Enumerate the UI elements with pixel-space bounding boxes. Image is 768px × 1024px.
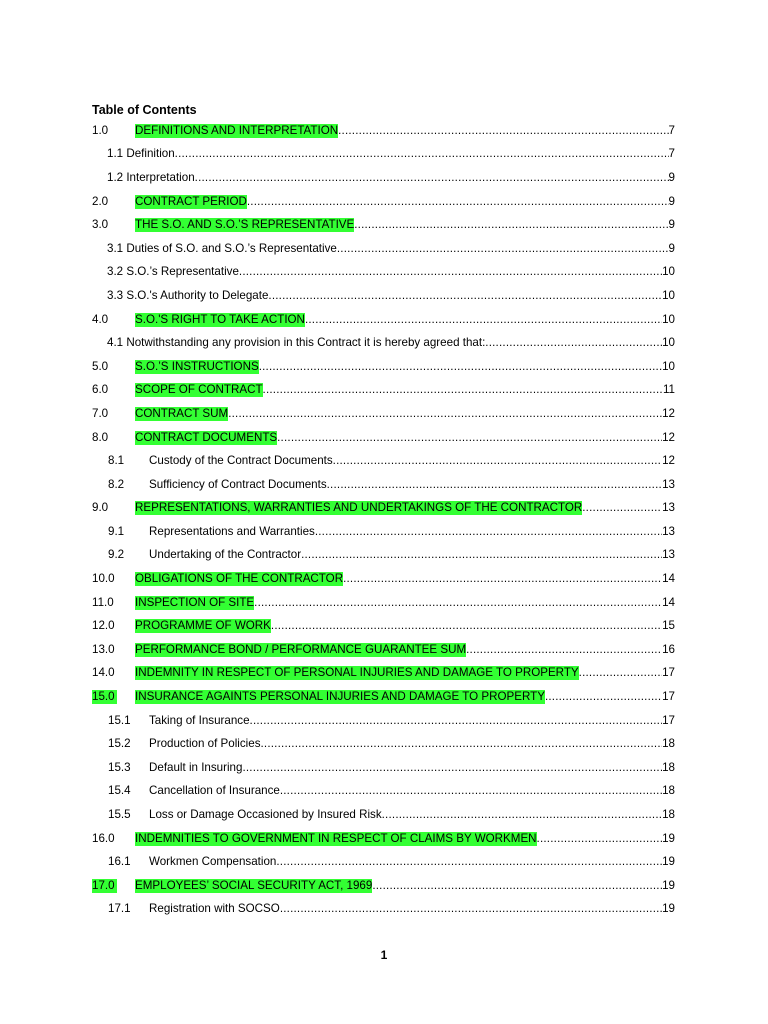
toc-entry-line <box>107 147 675 161</box>
dot-leader <box>485 336 662 350</box>
toc-entry-number: 11.0 <box>92 595 114 609</box>
toc-entry-line <box>149 737 675 751</box>
toc-entry-line <box>149 784 675 798</box>
dot-leader <box>372 879 662 893</box>
toc-entry-title: INDEMNITY IN RESPECT OF PERSONAL INJURIES AND DAMAGE TO PROPERTY <box>135 666 579 680</box>
toc-entry[interactable] <box>0 662 768 686</box>
toc-entry[interactable] <box>0 638 768 662</box>
toc-entry[interactable] <box>0 449 768 473</box>
dot-leader <box>175 147 669 161</box>
toc-entry-line <box>149 808 675 822</box>
toc-entry-page: 12 <box>662 454 675 468</box>
toc-entry-line <box>135 431 675 445</box>
toc-entry-line <box>135 832 675 846</box>
dot-leader <box>195 171 669 185</box>
toc-entry-line <box>135 619 675 633</box>
toc-entry-page: 9 <box>668 170 675 184</box>
dot-leader <box>268 289 662 303</box>
dot-leader <box>382 808 662 822</box>
toc-entry-line <box>149 902 675 916</box>
toc-entry[interactable] <box>0 190 768 214</box>
toc-entry-page: 13 <box>662 524 675 538</box>
toc-entry[interactable] <box>0 614 768 638</box>
toc-entry-number: 16.1 <box>108 855 131 869</box>
toc-entry-page: 15 <box>662 619 675 633</box>
toc-entry-line <box>149 525 675 539</box>
toc-entry-title: PERFORMANCE BOND / PERFORMANCE GUARANTEE SUM <box>135 642 467 656</box>
toc-entry-title: Cancellation of Insurance <box>149 784 280 798</box>
toc-entry-line <box>135 124 675 138</box>
toc-entry-number: 13.0 <box>92 642 115 656</box>
toc-entry[interactable] <box>0 685 768 709</box>
toc-entry[interactable] <box>0 780 768 804</box>
toc-entry-number: 16.0 <box>92 831 115 845</box>
dot-leader <box>242 761 662 775</box>
toc-entry-title: 1.2 Interpretation <box>107 170 195 184</box>
toc-entry[interactable] <box>0 355 768 379</box>
dot-leader <box>354 218 668 232</box>
toc-entry-page: 17 <box>662 690 675 704</box>
toc-entry-number: 8.2 <box>108 477 125 491</box>
toc-list <box>0 119 768 921</box>
toc-entry-page: 17 <box>662 713 675 727</box>
toc-entry-page: 14 <box>662 595 675 609</box>
toc-entry-page: 10 <box>662 336 675 350</box>
toc-entry-line <box>135 218 675 232</box>
toc-entry-title: Taking of Insurance <box>149 713 250 727</box>
dot-leader <box>466 643 662 657</box>
toc-entry-title: Custody of the Contract Documents <box>149 454 333 468</box>
toc-entry[interactable] <box>0 591 768 615</box>
toc-entry-line <box>135 643 675 657</box>
toc-entry[interactable] <box>0 402 768 426</box>
toc-entry-page: 13 <box>662 501 675 515</box>
dot-leader <box>271 619 662 633</box>
toc-entry-line <box>135 879 675 893</box>
toc-entry-title: 4.1 Notwithstanding any provision in this Contract it is hereby agreed that: <box>107 336 486 350</box>
toc-entry-title: SCOPE OF CONTRACT <box>135 383 263 397</box>
toc-entry-title: EMPLOYEES’ SOCIAL SECURITY ACT, 1969 <box>135 878 373 892</box>
dot-leader <box>280 784 662 798</box>
toc-entry-title: THE S.O. AND S.O.’S REPRESENTATIVE <box>135 218 355 232</box>
toc-entry-line <box>149 478 675 492</box>
toc-entry-line <box>135 383 675 397</box>
toc-entry-number: 15.5 <box>108 808 131 822</box>
toc-entry-page: 17 <box>662 666 675 680</box>
toc-entry-page: 12 <box>662 430 675 444</box>
toc-entry-line <box>149 714 675 728</box>
toc-entry-page: 7 <box>668 123 675 137</box>
toc-entry-page: 14 <box>662 572 675 586</box>
toc-entry-page: 10 <box>662 288 675 302</box>
toc-entry-title: Undertaking of the Contractor <box>149 548 302 562</box>
toc-entry[interactable] <box>0 379 768 403</box>
toc-entry-title: Representations and Warranties <box>149 524 315 538</box>
toc-entry-line <box>107 289 675 303</box>
toc-entry-title: 3.2 S.O.’s Representative <box>107 265 239 279</box>
toc-entry[interactable] <box>0 237 768 261</box>
dot-leader <box>254 596 662 610</box>
toc-entry-number: 6.0 <box>92 383 109 397</box>
toc-entry-title: 3.3 S.O.'s Authority to Delegate <box>107 288 269 302</box>
dot-leader <box>261 737 663 751</box>
toc-entry-page: 13 <box>662 548 675 562</box>
toc-entry[interactable] <box>0 567 768 591</box>
toc-entry-title: S.O.'S RIGHT TO TAKE ACTION <box>135 312 305 326</box>
dot-leader <box>327 478 662 492</box>
dot-leader <box>239 265 662 279</box>
toc-entry-number: 8.1 <box>108 454 125 468</box>
dot-leader <box>333 454 662 468</box>
toc-entry-page: 18 <box>662 808 675 822</box>
toc-entry-page: 18 <box>662 737 675 751</box>
toc-entry-number: 9.1 <box>108 524 125 538</box>
toc-entry-page: 9 <box>668 218 675 232</box>
toc-entry[interactable] <box>0 874 768 898</box>
toc-entry[interactable] <box>0 850 768 874</box>
toc-entry-title: CONTRACT PERIOD <box>135 194 247 208</box>
toc-entry-line <box>135 360 675 374</box>
toc-entry-number: 15.0 <box>92 690 115 704</box>
dot-leader <box>247 195 669 209</box>
toc-entry-title: Registration with SOCSO <box>149 902 280 916</box>
toc-entry[interactable] <box>0 284 768 308</box>
toc-entry[interactable] <box>0 497 768 521</box>
toc-entry-line <box>149 548 675 562</box>
toc-entry-title: DEFINITIONS AND INTERPRETATION <box>135 123 339 137</box>
toc-entry-line <box>107 171 675 185</box>
toc-entry-number: 12.0 <box>92 619 115 633</box>
toc-entry-page: 9 <box>668 194 675 208</box>
toc-entry[interactable] <box>0 426 768 450</box>
toc-entry-title: INSURANCE AGAINTS PERSONAL INJURIES AND DAMAGE TO PROPERTY <box>135 690 545 704</box>
toc-entry[interactable] <box>0 331 768 355</box>
toc-entry-line <box>135 572 675 586</box>
toc-entry-page: 10 <box>662 265 675 279</box>
toc-entry-number: 15.2 <box>108 737 131 751</box>
toc-entry-page: 18 <box>662 760 675 774</box>
toc-entry-title: Sufficiency of Contract Documents <box>149 477 327 491</box>
toc-entry-line <box>135 501 675 515</box>
toc-entry-line <box>135 407 675 421</box>
dot-leader <box>582 501 662 515</box>
toc-entry-number: 14.0 <box>92 666 115 680</box>
toc-entry[interactable] <box>0 213 768 237</box>
toc-entry-number: 15.3 <box>108 760 131 774</box>
toc-entry-number: 17.1 <box>108 902 131 916</box>
dot-leader <box>263 383 663 397</box>
dot-leader <box>277 431 662 445</box>
toc-entry[interactable] <box>0 732 768 756</box>
dot-leader <box>337 242 669 256</box>
toc-entry-title: 1.1 Definition <box>107 147 175 161</box>
toc-entry[interactable] <box>0 898 768 922</box>
toc-entry-page: 13 <box>662 477 675 491</box>
toc-entry-title: 3.1 Duties of S.O. and S.O.’s Representative <box>107 241 337 255</box>
toc-entry-page: 19 <box>662 878 675 892</box>
page-number: 1 <box>380 948 388 962</box>
toc-entry-title: INDEMNITIES TO GOVERNMENT IN RESPECT OF CLAIMS BY WORKMEN <box>135 831 537 845</box>
dot-leader <box>343 572 662 586</box>
toc-entry-line <box>135 666 675 680</box>
toc-entry-title: Loss or Damage Occasioned by Insured Risk <box>149 808 382 822</box>
toc-entry[interactable] <box>0 143 768 167</box>
toc-entry-page: 16 <box>662 642 675 656</box>
toc-entry[interactable] <box>0 827 768 851</box>
toc-entry-number: 4.0 <box>92 312 109 326</box>
toc-entry[interactable] <box>0 709 768 733</box>
dot-leader <box>579 666 662 680</box>
toc-entry-title: S.O.’S INSTRUCTIONS <box>135 359 259 373</box>
toc-entry-line <box>149 855 675 869</box>
dot-leader <box>545 690 662 704</box>
toc-entry-number: 8.0 <box>92 430 109 444</box>
dot-leader <box>537 832 663 846</box>
dot-leader <box>301 548 662 562</box>
toc-entry-number: 3.0 <box>92 218 109 232</box>
toc-entry-line <box>107 336 675 350</box>
toc-entry-title: CONTRACT DOCUMENTS <box>135 430 278 444</box>
dot-leader <box>228 407 662 421</box>
toc-entry[interactable] <box>0 308 768 332</box>
toc-entry-line <box>149 454 675 468</box>
toc-entry-number: 17.0 <box>92 878 115 892</box>
toc-entry-line <box>135 596 675 610</box>
toc-entry-page: 19 <box>662 855 675 869</box>
dot-leader <box>280 902 662 916</box>
toc-entry-line <box>135 313 675 327</box>
toc-entry-number: 1.0 <box>92 123 109 137</box>
toc-entry-page: 19 <box>662 831 675 845</box>
toc-entry-title: Workmen Compensation <box>149 855 277 869</box>
toc-entry[interactable] <box>0 544 768 568</box>
toc-entry-page: 10 <box>662 359 675 373</box>
dot-leader <box>276 855 662 869</box>
toc-entry-line <box>107 265 675 279</box>
toc-entry-title: PROGRAMME OF WORK <box>135 619 271 633</box>
toc-entry[interactable] <box>0 119 768 143</box>
toc-entry-title: INSPECTION OF SITE <box>135 595 255 609</box>
toc-entry-number: 9.0 <box>92 501 109 515</box>
toc-title: Table of Contents <box>92 103 197 117</box>
toc-entry-line <box>135 690 675 704</box>
dot-leader <box>338 124 668 138</box>
toc-entry-line <box>135 195 675 209</box>
toc-entry[interactable] <box>0 261 768 285</box>
toc-entry-number: 15.1 <box>108 713 131 727</box>
toc-entry-page: 12 <box>662 406 675 420</box>
toc-entry-number: 5.0 <box>92 359 109 373</box>
toc-entry[interactable] <box>0 756 768 780</box>
toc-entry-page: 18 <box>662 784 675 798</box>
toc-entry-page: 7 <box>668 147 675 161</box>
toc-entry-number: 15.4 <box>108 784 131 798</box>
toc-entry-title: CONTRACT SUM <box>135 406 229 420</box>
dot-leader <box>250 714 663 728</box>
toc-entry-number: 2.0 <box>92 194 109 208</box>
dot-leader <box>305 313 662 327</box>
toc-entry-title: Production of Policies <box>149 737 261 751</box>
toc-entry-title: REPRESENTATIONS, WARRANTIES AND UNDERTAKINGS OF THE CONTRACTOR <box>135 501 583 515</box>
toc-entry-line <box>149 761 675 775</box>
toc-entry-page: 9 <box>668 241 675 255</box>
toc-entry-page: 19 <box>662 902 675 916</box>
dot-leader <box>259 360 662 374</box>
toc-entry[interactable] <box>0 803 768 827</box>
toc-entry-line <box>107 242 675 256</box>
toc-entry-title: OBLIGATIONS OF THE CONTRACTOR <box>135 572 344 586</box>
toc-entry-page: 11 <box>662 383 675 397</box>
toc-entry-number: 10.0 <box>92 572 115 586</box>
toc-entry[interactable] <box>0 473 768 497</box>
toc-entry-title: Default in Insuring <box>149 760 243 774</box>
toc-entry[interactable] <box>0 166 768 190</box>
toc-entry[interactable] <box>0 520 768 544</box>
toc-entry-number: 7.0 <box>92 406 109 420</box>
toc-entry-page: 10 <box>662 312 675 326</box>
dot-leader <box>315 525 662 539</box>
toc-entry-number: 9.2 <box>108 548 125 562</box>
